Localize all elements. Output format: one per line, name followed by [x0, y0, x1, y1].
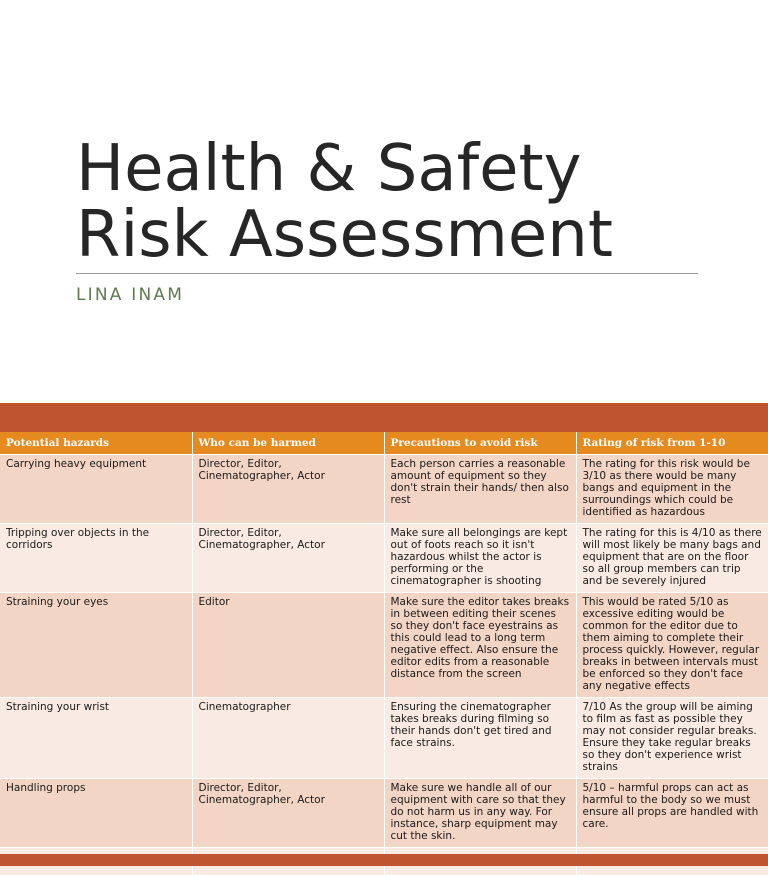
cell-who: Editor	[192, 593, 384, 698]
cell-who: Director, Editor, Cinematographer, Actor	[192, 455, 384, 524]
cell-who: Director, Editor, Cinematographer, Actor	[192, 779, 384, 848]
cell-rating: The rating for this is 4/10 as there will most likely be many bags and equipment that are on the floor so all group members can trip and be severely injured	[576, 524, 768, 593]
table-header-row	[0, 432, 768, 455]
title-divider	[76, 273, 698, 274]
cell-precautions: Ensuring the cinematographer takes breaks during filming so their hands don't get tired and face strains.	[384, 698, 576, 779]
cell-who: Cinematographer	[192, 698, 384, 779]
header-potential-hazards: Potential hazards	[0, 432, 192, 455]
cell-who: Director, Editor, Cinematographer, Actor	[192, 524, 384, 593]
risk-assessment-table	[0, 432, 768, 876]
cell-rating: 7/10 As the group will be aiming to film as fast as possible they may not consider regular breaks. Ensure they take regular breaks so they don't experience wrist strains	[576, 698, 768, 779]
slide-title	[76, 132, 716, 272]
cell-precautions: Each person carries a reasonable amount of equipment so they don't strain their hands/ then also rest	[384, 455, 576, 524]
cell-precautions: Make sure we handle all of our equipment with care so that they do not harm us in any way. For instance, sharp equipment may cut the skin.	[384, 779, 576, 848]
cell-rating: This would be rated 5/10 as excessive editing would be common for the editor due to them aiming to complete their process quickly. However, regular breaks in between intervals must be enforced so they don't face any negative effects	[576, 593, 768, 698]
table-row	[0, 593, 768, 698]
cell-hazard: Straining your eyes	[0, 593, 192, 698]
header-who-can-be-harmed: Who can be harmed	[192, 432, 384, 455]
top-accent-band	[0, 403, 768, 432]
table-row	[0, 698, 768, 779]
table-row	[0, 455, 768, 524]
bottom-accent-band	[0, 854, 768, 866]
cell-rating: The rating for this risk would be 3/10 as there would be many bangs and equipment in the surroundings which could be identified as hazardous	[576, 455, 768, 524]
cell-precautions: Make sure the editor takes breaks in between editing their scenes so they don't face eyestrains as this could lead to a long term negative effect. Also ensure the editor edits from a reasonable distance from the screen	[384, 593, 576, 698]
cell-rating: 5/10 – harmful props can act as harmful to the body so we must ensure all props are handled with care.	[576, 779, 768, 848]
table-row	[0, 779, 768, 848]
cell-hazard: Tripping over objects in the corridors	[0, 524, 192, 593]
slide-subtitle: LINA INAM	[76, 285, 185, 305]
header-rating: Rating of risk from 1-10	[576, 432, 768, 455]
table-row	[0, 524, 768, 593]
cell-precautions: Make sure all belongings are kept out of foots reach so it isn't hazardous whilst the actor is performing or the cinematographer is shooting	[384, 524, 576, 593]
header-precautions: Precautions to avoid risk	[384, 432, 576, 455]
slide-title-line-1: Health & Safety	[76, 132, 582, 206]
cell-hazard: Handling props	[0, 779, 192, 848]
cell-hazard: Straining your wrist	[0, 698, 192, 779]
cell-hazard: Carrying heavy equipment	[0, 455, 192, 524]
slide-title-line-2: Risk Assessment	[76, 198, 613, 272]
